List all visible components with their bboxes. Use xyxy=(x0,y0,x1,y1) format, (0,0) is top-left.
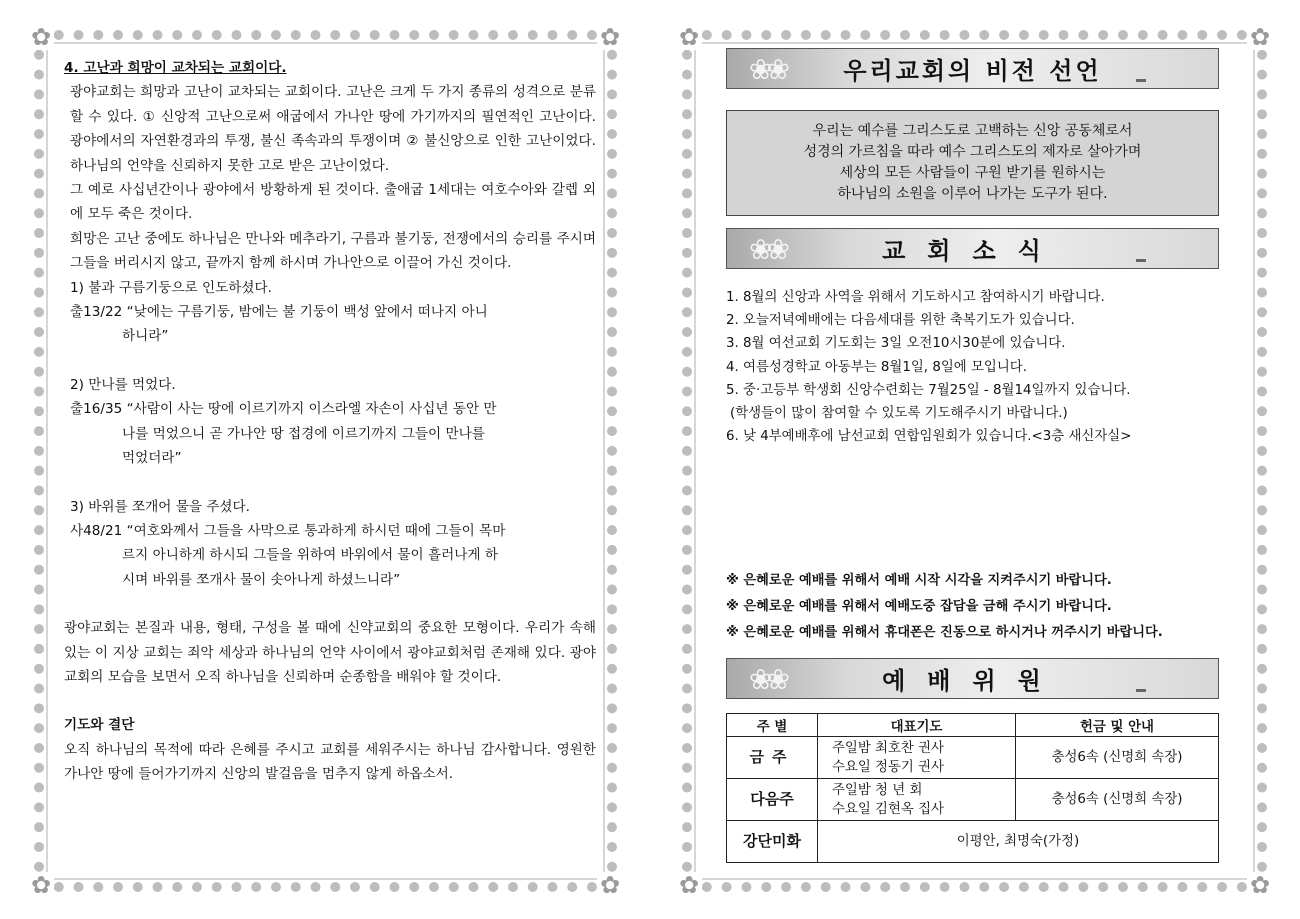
spacer xyxy=(64,689,596,713)
point-heading: 2) 만나를 먹었다. xyxy=(70,376,176,393)
spacer xyxy=(64,471,596,495)
flower-decoration-icon: ❀❀ xyxy=(749,233,784,266)
column-header: 헌금 및 안내 xyxy=(1016,714,1219,737)
verse-text: “낮에는 구름기둥, 밤에는 불 기둥이 백성 앞에서 떠나지 아니 xyxy=(126,304,488,321)
altar-flowers-label: 강단미화 xyxy=(727,821,818,863)
verse-line xyxy=(64,300,596,324)
vision-line: 성경의 가르침을 따라 예수 그리스도의 제자로 살아가며 xyxy=(803,144,1142,160)
vision-line: 하나님의 소원을 이루어 나가는 도구가 된다. xyxy=(837,186,1108,202)
prayer-text: 오직 하나님의 목적에 따라 은혜를 주시고 교회를 세워주시는 하나님 감사합니다. 영원한 가나안 땅에 들어가기까지 신앙의 발걸음을 멈추지 않게 하옵소서. xyxy=(64,741,596,783)
table-row xyxy=(727,779,1219,821)
vision-statement xyxy=(726,110,1219,216)
flower-ornament-icon: ✿ xyxy=(1247,872,1273,898)
banner-title: 예배위원 xyxy=(882,667,1063,695)
verse-text: 하니라” xyxy=(122,328,169,345)
vision-line: 우리는 예수를 그리스도로 고백하는 신앙 공동체로서 xyxy=(812,123,1133,139)
banner-title: 교회소식 xyxy=(882,237,1063,265)
banner-dash xyxy=(1136,259,1146,262)
verse-line xyxy=(64,519,596,543)
point-heading: 1) 불과 구름기둥으로 인도하셨다. xyxy=(70,279,272,296)
church-news-list xyxy=(726,286,1226,448)
verse-text: “여호와께서 그들을 사막으로 통과하게 하시던 때에 그들이 목마 xyxy=(126,522,506,539)
prayer-entry: 수요일 김현옥 집사 xyxy=(832,801,944,817)
flower-ornament-icon: ✿ xyxy=(676,24,702,50)
news-item: 2. 오늘저녁예배에는 다음세대를 위한 축복기도가 있습니다. xyxy=(726,313,1075,329)
prayer-cell xyxy=(818,737,1016,779)
flower-ornament-icon: ✿ xyxy=(28,24,54,50)
offering-cell: 충성6속 (신명희 속장) xyxy=(1016,737,1219,779)
flower-ornament-icon: ✿ xyxy=(1247,24,1273,50)
news-item: 3. 8월 여선교회 기도회는 3일 오전10시30분에 있습니다. xyxy=(726,336,1066,352)
paragraph: 희망은 고난 중에도 하나님은 만나와 메추라기, 구름과 불기둥, 전쟁에서의 승리를 주시며 그들을 버리시지 않고, 끝까지 함께 하시며 가나안으로 이끌어 가신 것이다. xyxy=(70,230,596,272)
flower-decoration-icon: ❀❀ xyxy=(749,663,784,696)
altar-flowers-value: 이평안, 최명숙(가정) xyxy=(818,821,1219,863)
column-header: 주 별 xyxy=(727,714,818,737)
banner-dash xyxy=(1136,689,1146,692)
news-item: 6. 낮 4부예배후에 남선교회 연합임원회가 있습니다.<3층 새신자실> xyxy=(726,429,1132,445)
flower-ornament-icon: ✿ xyxy=(597,24,623,50)
point-heading: 3) 바위를 쪼개어 물을 주셨다. xyxy=(70,498,251,515)
notice-item: ※ 은혜로운 예배를 위해서 휴대폰은 진동으로 하시거나 꺼주시기 바랍니다. xyxy=(726,625,1163,640)
section-heading: 4. 고난과 희망이 교차되는 교회이다. xyxy=(64,60,287,76)
notice-item: ※ 은혜로운 예배를 위해서 예배 시작 시각을 지켜주시기 바랍니다. xyxy=(726,573,1112,588)
column-header: 대표기도 xyxy=(818,714,1016,737)
offering-cell: 충성6속 (신명희 속장) xyxy=(1016,779,1219,821)
banner-title: 우리교회의 비전 선언 xyxy=(843,57,1102,85)
verse-text: 르지 아니하게 하시되 그들을 위하여 바위에서 물이 흘러나게 하 xyxy=(122,547,498,564)
banner-dash xyxy=(1136,79,1146,82)
spacer xyxy=(64,349,596,373)
verse-ref: 출13/22 xyxy=(70,304,123,321)
week-cell: 다음주 xyxy=(727,779,818,821)
news-item: (학생들이 많이 참여할 수 있도록 기도해주시기 바랍니다.) xyxy=(730,406,1068,422)
table-row xyxy=(727,737,1219,779)
paragraph: 광야교회는 본질과 내용, 형태, 구성을 볼 때에 신약교회의 중요한 모형이다. 우리가 속해 있는 이 지상 교회는 죄악 세상과 하나님의 언약 사이에서 광야교회처럼 존재해 있다. 광야교회의 모습을 보면서 오직 하나님을 신뢰하며 순종함을 배워야 할 것이다. xyxy=(64,620,596,685)
verse-text: 먹었더라” xyxy=(122,450,182,467)
spacer xyxy=(64,592,596,616)
verse-text: “사람이 사는 땅에 이르기까지 이스라엘 자손이 사십년 동안 만 xyxy=(126,401,497,418)
flower-ornament-icon: ✿ xyxy=(28,872,54,898)
sermon-text xyxy=(64,56,596,787)
news-item: 5. 중·고등부 학생회 신앙수련회는 7월25일 - 8월14일까지 있습니다. xyxy=(726,382,1131,398)
news-banner xyxy=(726,228,1219,269)
verse-ref: 출16/35 xyxy=(70,401,123,418)
staff-banner xyxy=(726,658,1219,699)
flower-ornament-icon: ✿ xyxy=(676,872,702,898)
news-item: 4. 여름성경학교 아동부는 8월1일, 8일에 모입니다. xyxy=(726,359,1027,375)
left-page xyxy=(30,23,621,899)
flower-decoration-icon: ❀❀ xyxy=(749,53,784,86)
worship-staff-table xyxy=(726,713,1219,863)
paragraph: 그 예로 사십년간이나 광야에서 방황하게 된 것이다. 출애굽 1세대는 여호수아와 갈렙 외에 모두 죽은 것이다. xyxy=(70,182,596,223)
flower-ornament-icon: ✿ xyxy=(597,872,623,898)
prayer-cell xyxy=(818,779,1016,821)
paragraph: 광야교회는 희망과 고난이 교차되는 교회이다. 고난은 크게 두 가지 종류의 성격으로 분류할 수 있다. ① 신앙적 고난으로써 애굽에서 가나안 땅에 가기까지의 필연적인 고난이다. 광야에서의 자연환경과의 투쟁, 불신 족속과의 투쟁이며 ② 불신앙으로 인한 고난이었다. 하나님의 언약을 신뢰하지 못한 고로 받은 고난이었다. xyxy=(70,84,596,174)
table-row xyxy=(727,821,1219,863)
prayer-entry: 수요일 정동기 권사 xyxy=(832,759,944,775)
prayer-entry: 주일밤 청 년 회 xyxy=(832,782,923,798)
verse-text: 나를 먹었으니 곧 가나안 땅 접경에 이르기까지 그들이 만나를 xyxy=(122,425,485,442)
news-item: 1. 8월의 신앙과 사역을 위해서 기도하시고 참여하시기 바랍니다. xyxy=(726,290,1105,305)
verse-ref: 사48/21 xyxy=(70,522,123,539)
verse-text: 시며 바위를 쪼개사 물이 솟아나게 하셨느니라” xyxy=(122,571,401,588)
verse-line xyxy=(64,397,596,421)
prayer-title: 기도와 결단 xyxy=(64,717,135,734)
table-header-row xyxy=(727,714,1219,737)
week-cell: 금주 xyxy=(727,737,818,779)
vision-line: 세상의 모든 사람들이 구원 받기를 원하시는 xyxy=(839,165,1106,181)
right-page xyxy=(678,23,1271,899)
worship-notices xyxy=(726,568,1226,646)
prayer-entry: 주일밤 최호찬 권사 xyxy=(832,740,944,756)
notice-item: ※ 은혜로운 예배를 위해서 예배도중 잡담을 금해 주시기 바랍니다. xyxy=(726,599,1112,614)
vision-banner xyxy=(726,48,1219,89)
